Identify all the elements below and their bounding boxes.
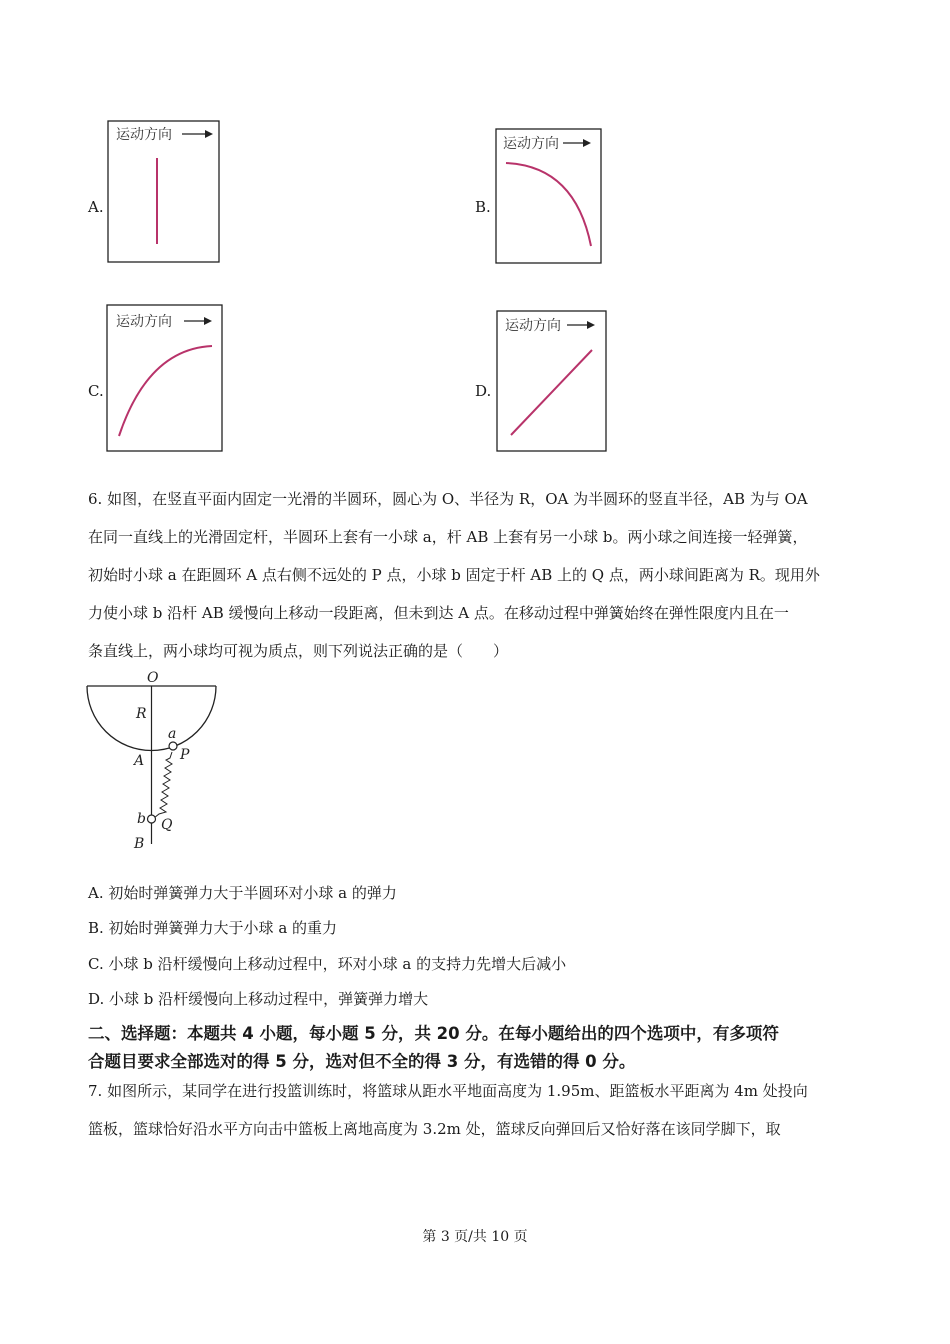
arrow-right-icon bbox=[587, 321, 595, 329]
page-number: 第 3 页/共 10 页 bbox=[422, 1229, 528, 1245]
label-a-point: A bbox=[134, 753, 145, 769]
semicircle-spring-diagram bbox=[82, 668, 232, 858]
motion-trajectory bbox=[506, 163, 591, 246]
question-7-line: 篮板，篮球恰好沿水平方向击中篮板上离地高度为 3.2m 处，篮球反向弹回后又恰好落在该同学脚下，取 bbox=[88, 1120, 781, 1138]
label-b-ball: b bbox=[137, 811, 146, 827]
arrow-right-icon bbox=[204, 317, 212, 325]
option-b-figure bbox=[495, 128, 603, 265]
arrow-right-icon bbox=[583, 139, 591, 147]
question-6-line: 在同一直线上的光滑固定杆，半圆环上套有一小球 a，杆 AB 上套有另一小球 b。两小球之间连接一轻弹簧， bbox=[88, 528, 808, 546]
option-c-label: C. bbox=[88, 382, 104, 400]
question-7-line: 7. 如图所示，某同学在进行投篮训练时，将篮球从距水平地面高度为 1.95m、距篮板水平距离为 4m 处投向 bbox=[88, 1082, 808, 1100]
spring bbox=[154, 752, 172, 818]
label-a-ball: a bbox=[168, 726, 177, 742]
option-d-figure bbox=[496, 310, 608, 453]
ball-b bbox=[148, 815, 156, 823]
figure-caption: 运动方向 bbox=[505, 318, 561, 334]
choice-a[interactable]: A. 初始时弹簧弹力大于半圆环对小球 a 的弹力 bbox=[88, 884, 397, 902]
section-2-line: 合题目要求全部选对的得 5 分，选对但不全的得 3 分，有选错的得 0 分。 bbox=[88, 1052, 636, 1071]
section-2-line: 二、选择题：本题共 4 小题，每小题 5 分，共 20 分。在每小题给出的四个选项中，有多项符 bbox=[88, 1024, 779, 1043]
option-d-label: D. bbox=[475, 382, 492, 400]
choice-b[interactable]: B. 初始时弹簧弹力大于小球 a 的重力 bbox=[88, 919, 338, 937]
ball-a bbox=[169, 742, 177, 750]
option-c-figure bbox=[106, 304, 224, 453]
label-q: Q bbox=[161, 817, 173, 833]
question-6-stem bbox=[88, 480, 868, 670]
question-7-stem bbox=[88, 1072, 868, 1148]
option-a-label: A. bbox=[88, 198, 104, 216]
option-b-label: B. bbox=[475, 198, 491, 216]
figure-caption: 运动方向 bbox=[116, 127, 172, 143]
question-6-line: 条直线上，两小球均可视为质点，则下列说法正确的是（ ） bbox=[88, 642, 509, 660]
motion-trajectory bbox=[119, 346, 212, 436]
choice-c[interactable]: C. 小球 b 沿杆缓慢向上移动过程中，环对小球 a 的支持力先增大后减小 bbox=[88, 955, 567, 973]
question-6-line: 初始时小球 a 在距圆环 A 点右侧不远处的 P 点，小球 b 固定于杆 AB 上的 Q 点，两小球间距离为 R。现用外 bbox=[88, 566, 820, 584]
arrow-right-icon bbox=[205, 130, 213, 138]
question-6-line: 6. 如图，在竖直平面内固定一光滑的半圆环，圆心为 O、半径为 R，OA 为半圆环的竖直半径，AB 为与 OA bbox=[88, 490, 808, 508]
option-a-figure bbox=[107, 120, 221, 264]
label-b-point: B bbox=[134, 836, 145, 852]
figure-caption: 运动方向 bbox=[116, 314, 172, 330]
motion-trajectory bbox=[511, 350, 592, 435]
label-o: O bbox=[147, 670, 159, 686]
figure-caption: 运动方向 bbox=[503, 136, 559, 152]
question-6-line: 力使小球 b 沿杆 AB 缓慢向上移动一段距离，但未到达 A 点。在移动过程中弹簧始终在弹性限度内且在一 bbox=[88, 604, 789, 622]
section-2-heading bbox=[88, 1020, 779, 1076]
label-r: R bbox=[136, 706, 147, 722]
label-p: P bbox=[180, 747, 190, 763]
choice-d[interactable]: D. 小球 b 沿杆缓慢向上移动过程中，弹簧弹力增大 bbox=[88, 990, 429, 1008]
